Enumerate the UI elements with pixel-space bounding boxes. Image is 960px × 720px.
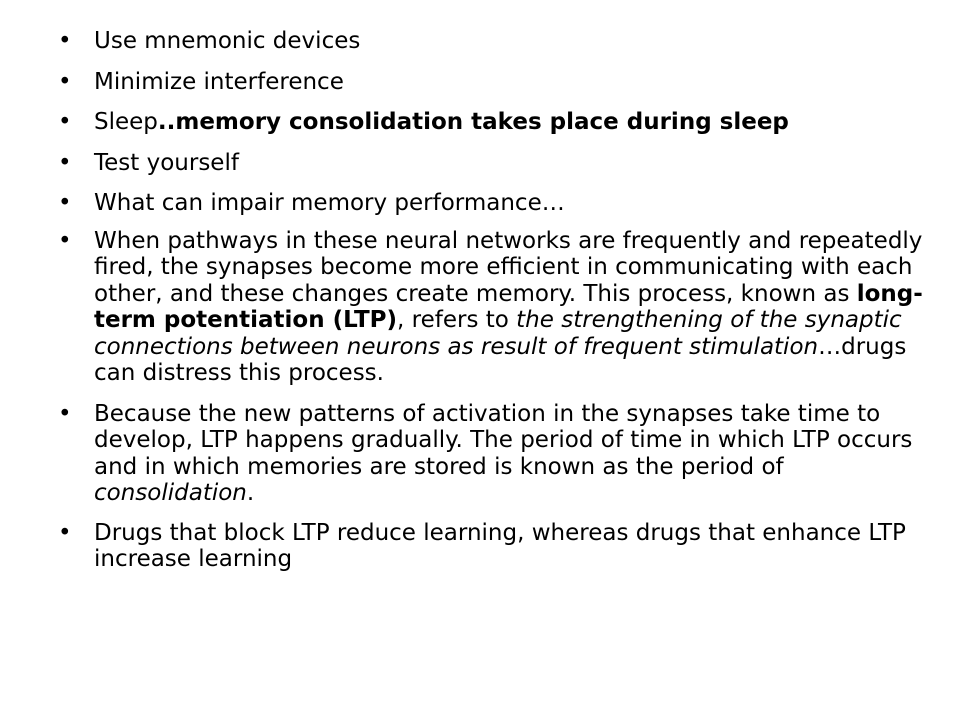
bullet-text: Use mnemonic devices: [94, 28, 361, 54]
bullet-text-italic: the strengthening of the synaptic connections between neurons as result of frequent stimulation: [94, 307, 902, 360]
bullet-item: [58, 109, 938, 136]
bullet-item: [58, 190, 938, 217]
bullet-text: , refers to: [397, 307, 517, 333]
bullet-text: …drugs can distress this process.: [94, 333, 907, 386]
bullet-item: [58, 69, 938, 96]
bullet-text: What can impair memory performance…: [94, 190, 565, 216]
bullet-dot: •: [58, 68, 72, 95]
bullet-dot: •: [58, 400, 72, 427]
bullet-text-italic: consolidation: [94, 480, 247, 506]
bullet-dot: •: [58, 519, 72, 546]
bullet-text-bold: ..memory consolidation takes place during sleep: [157, 109, 789, 135]
bullet-list: [58, 28, 938, 587]
bullet-text: Because the new patterns of activation in the synapses take time to develop, LTP happens gradually. The period of time in which LTP occurs and in which memories are stored is known as the period of: [94, 400, 913, 480]
bullet-text: Drugs that block LTP reduce learning, whereas drugs that enhance LTP increase learning: [94, 519, 906, 572]
bullet-dot: •: [58, 190, 72, 216]
bullet-item: [58, 28, 938, 55]
bullet-dot: •: [58, 28, 72, 54]
bullet-text: Sleep: [94, 109, 158, 135]
bullet-dot: •: [58, 227, 72, 254]
bullet-text: When pathways in these neural networks are frequently and repeatedly fired, the synapses become more efficient in communicating with each other, and these changes create memory. This process, known as: [94, 227, 923, 307]
bullet-dot: •: [58, 149, 72, 176]
bullet-text: Minimize interference: [94, 68, 344, 95]
bullet-item: [58, 228, 938, 387]
bullet-text: .: [246, 480, 255, 506]
bullet-dot: •: [58, 109, 72, 135]
bullet-item: [58, 401, 938, 507]
bullet-item: [58, 520, 938, 573]
bullet-text-bold: long-term potentiation (LTP): [94, 280, 923, 333]
bullet-item: [58, 150, 938, 177]
bullet-text: Test yourself: [94, 149, 239, 176]
